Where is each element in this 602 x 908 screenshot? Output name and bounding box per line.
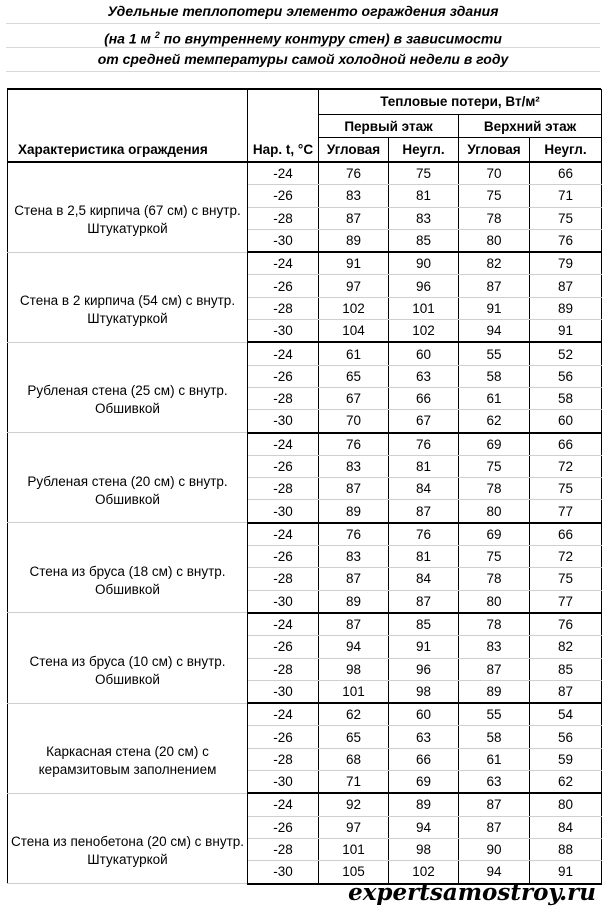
- first-floor-corner-cell: 65: [319, 365, 389, 387]
- top-floor-noncorner-cell: 75: [530, 207, 602, 229]
- outdoor-temp-cell: -30: [248, 680, 319, 703]
- first-floor-corner-cell: 83: [319, 546, 389, 568]
- wall-characteristic-cell: [8, 433, 248, 523]
- top-floor-corner-cell: 75: [459, 546, 530, 568]
- first-floor-corner-cell: 87: [319, 207, 389, 229]
- wall-characteristic-cell: [8, 252, 248, 342]
- top-floor-corner-cell: 80: [459, 500, 530, 523]
- outdoor-temp-cell: -28: [248, 478, 319, 500]
- outdoor-temp-cell: -26: [248, 546, 319, 568]
- top-floor-noncorner-cell: 87: [530, 275, 602, 297]
- outdoor-temp-cell: -24: [248, 342, 319, 365]
- top-floor-noncorner-cell: 84: [530, 816, 602, 838]
- title-line-2-start: (на 1 м: [104, 30, 155, 47]
- title-line-2: [6, 24, 600, 48]
- first-floor-corner-cell: 102: [319, 297, 389, 319]
- top-floor-noncorner-cell: 56: [530, 726, 602, 748]
- top-floor-corner-cell: 87: [459, 658, 530, 680]
- top-floor-noncorner-cell: 59: [530, 748, 602, 770]
- top-floor-noncorner-cell: 79: [530, 252, 602, 275]
- outdoor-temp-cell: -28: [248, 748, 319, 770]
- top-floor-corner-cell: 87: [459, 275, 530, 297]
- wall-characteristic-text: Стена из бруса (10 см) с внутр. Обшивкой: [29, 654, 226, 688]
- first-floor-noncorner-cell: 60: [389, 703, 459, 726]
- first-floor-corner-cell: 94: [319, 636, 389, 658]
- outdoor-temp-cell: -24: [248, 433, 319, 456]
- table-row: [8, 342, 602, 365]
- first-floor-corner-cell: 83: [319, 185, 389, 207]
- first-floor-corner-cell: 98: [319, 658, 389, 680]
- wall-characteristic-text: Стена в 2 кирпича (54 см) с внутр. Штукатуркой: [19, 293, 236, 327]
- table-body: [8, 162, 602, 884]
- top-floor-noncorner-cell: 85: [530, 658, 602, 680]
- outdoor-temp-cell: -26: [248, 726, 319, 748]
- top-floor-noncorner-cell: 62: [530, 771, 602, 794]
- top-floor-corner-cell: 58: [459, 726, 530, 748]
- outdoor-temp-cell: -24: [248, 793, 319, 816]
- first-floor-corner-cell: 91: [319, 252, 389, 275]
- outdoor-temp-cell: -30: [248, 229, 319, 252]
- top-floor-noncorner-cell: 52: [530, 342, 602, 365]
- first-floor-corner-cell: 89: [319, 500, 389, 523]
- first-floor-corner-cell: 83: [319, 455, 389, 477]
- first-floor-corner-cell: 70: [319, 410, 389, 433]
- outdoor-temp-cell: -30: [248, 590, 319, 613]
- first-floor-noncorner-cell: 89: [389, 793, 459, 816]
- wall-characteristic-cell: [8, 162, 248, 252]
- top-floor-noncorner-cell: 91: [530, 861, 602, 884]
- table-row: [8, 162, 602, 185]
- first-floor-corner-cell: 61: [319, 342, 389, 365]
- first-floor-corner-cell: 67: [319, 387, 389, 409]
- top-floor-corner-cell: 82: [459, 252, 530, 275]
- first-floor-noncorner-cell: 81: [389, 455, 459, 477]
- outdoor-temp-cell: -30: [248, 500, 319, 523]
- outdoor-temp-cell: -26: [248, 185, 319, 207]
- title-line-2-end: по внутреннему контуру стен) в зависимости: [159, 30, 502, 47]
- outdoor-temp-cell: -28: [248, 658, 319, 680]
- first-floor-noncorner-cell: 102: [389, 320, 459, 343]
- header-outdoor-temp: Нар. t, °С: [248, 89, 319, 162]
- first-floor-noncorner-cell: 87: [389, 590, 459, 613]
- top-floor-noncorner-cell: 91: [530, 320, 602, 343]
- first-floor-noncorner-cell: 66: [389, 387, 459, 409]
- first-floor-corner-cell: 92: [319, 793, 389, 816]
- top-floor-corner-cell: 94: [459, 861, 530, 884]
- first-floor-noncorner-cell: 63: [389, 365, 459, 387]
- first-floor-noncorner-cell: 85: [389, 229, 459, 252]
- first-floor-noncorner-cell: 81: [389, 185, 459, 207]
- header-first-corner: Угловая: [319, 138, 389, 163]
- wall-characteristic-text: Стена в 2,5 кирпича (67 см) с внутр. Штукатуркой: [14, 203, 241, 237]
- wall-characteristic-cell: [8, 342, 248, 432]
- outdoor-temp-cell: -24: [248, 162, 319, 185]
- top-floor-corner-cell: 80: [459, 590, 530, 613]
- top-floor-corner-cell: 90: [459, 838, 530, 860]
- first-floor-corner-cell: 87: [319, 568, 389, 590]
- wall-characteristic-cell: [8, 523, 248, 613]
- top-floor-noncorner-cell: 56: [530, 365, 602, 387]
- first-floor-noncorner-cell: 67: [389, 410, 459, 433]
- first-floor-corner-cell: 68: [319, 748, 389, 770]
- outdoor-temp-cell: -28: [248, 387, 319, 409]
- first-floor-corner-cell: 97: [319, 275, 389, 297]
- table-row: [8, 252, 602, 275]
- top-floor-noncorner-cell: 66: [530, 162, 602, 185]
- top-floor-corner-cell: 75: [459, 185, 530, 207]
- outdoor-temp-cell: -30: [248, 771, 319, 794]
- first-floor-corner-cell: 104: [319, 320, 389, 343]
- title-line-3: от средней температуры самой холодной недели в году: [6, 48, 600, 72]
- first-floor-noncorner-cell: 96: [389, 275, 459, 297]
- first-floor-noncorner-cell: 101: [389, 297, 459, 319]
- first-floor-noncorner-cell: 84: [389, 478, 459, 500]
- first-floor-corner-cell: 101: [319, 838, 389, 860]
- top-floor-noncorner-cell: 72: [530, 455, 602, 477]
- top-floor-noncorner-cell: 77: [530, 590, 602, 613]
- top-floor-corner-cell: 61: [459, 748, 530, 770]
- first-floor-noncorner-cell: 69: [389, 771, 459, 794]
- first-floor-noncorner-cell: 75: [389, 162, 459, 185]
- top-floor-corner-cell: 87: [459, 793, 530, 816]
- outdoor-temp-cell: -24: [248, 703, 319, 726]
- first-floor-corner-cell: 71: [319, 771, 389, 794]
- first-floor-corner-cell: 62: [319, 703, 389, 726]
- table-row: [8, 523, 602, 546]
- top-floor-corner-cell: 78: [459, 568, 530, 590]
- top-floor-corner-cell: 55: [459, 703, 530, 726]
- top-floor-corner-cell: 70: [459, 162, 530, 185]
- top-floor-noncorner-cell: 54: [530, 703, 602, 726]
- first-floor-corner-cell: 87: [319, 613, 389, 636]
- top-floor-noncorner-cell: 76: [530, 229, 602, 252]
- header-top-corner: Угловая: [459, 138, 530, 163]
- first-floor-noncorner-cell: 66: [389, 748, 459, 770]
- top-floor-noncorner-cell: 87: [530, 680, 602, 703]
- first-floor-noncorner-cell: 83: [389, 207, 459, 229]
- outdoor-temp-cell: -24: [248, 613, 319, 636]
- top-floor-corner-cell: 78: [459, 613, 530, 636]
- header-top-floor: Верхний этаж: [459, 115, 602, 138]
- header-first-noncorner: Неугл.: [389, 138, 459, 163]
- title-superscript: 2: [154, 30, 160, 40]
- first-floor-noncorner-cell: 94: [389, 816, 459, 838]
- first-floor-corner-cell: 89: [319, 590, 389, 613]
- outdoor-temp-cell: -26: [248, 365, 319, 387]
- top-floor-corner-cell: 87: [459, 816, 530, 838]
- first-floor-corner-cell: 105: [319, 861, 389, 884]
- outdoor-temp-cell: -28: [248, 568, 319, 590]
- document-title: [6, 0, 600, 72]
- top-floor-noncorner-cell: 75: [530, 478, 602, 500]
- top-floor-corner-cell: 78: [459, 207, 530, 229]
- wall-characteristic-text: Каркасная стена (20 см) с керамзитовым заполнением: [38, 744, 217, 778]
- outdoor-temp-cell: -24: [248, 523, 319, 546]
- wall-characteristic-text: Рубленая стена (25 см) с внутр. Обшивкой: [27, 383, 228, 417]
- outdoor-temp-cell: -26: [248, 275, 319, 297]
- top-floor-corner-cell: 63: [459, 771, 530, 794]
- top-floor-corner-cell: 61: [459, 387, 530, 409]
- first-floor-corner-cell: 101: [319, 680, 389, 703]
- top-floor-corner-cell: 58: [459, 365, 530, 387]
- outdoor-temp-cell: -30: [248, 320, 319, 343]
- first-floor-noncorner-cell: 76: [389, 523, 459, 546]
- header-first-floor: Первый этаж: [319, 115, 459, 138]
- first-floor-corner-cell: 97: [319, 816, 389, 838]
- first-floor-noncorner-cell: 96: [389, 658, 459, 680]
- outdoor-temp-cell: -30: [248, 410, 319, 433]
- top-floor-noncorner-cell: 80: [530, 793, 602, 816]
- header-top-noncorner: Неугл.: [530, 138, 602, 163]
- outdoor-temp-cell: -24: [248, 252, 319, 275]
- top-floor-corner-cell: 69: [459, 433, 530, 456]
- wall-characteristic-cell: [8, 613, 248, 703]
- header-characteristic: Характеристика ограждения: [8, 89, 248, 162]
- heat-loss-table: [7, 89, 602, 885]
- top-floor-corner-cell: 94: [459, 320, 530, 343]
- top-floor-noncorner-cell: 66: [530, 523, 602, 546]
- outdoor-temp-cell: -26: [248, 455, 319, 477]
- top-floor-noncorner-cell: 75: [530, 568, 602, 590]
- top-floor-corner-cell: 89: [459, 680, 530, 703]
- first-floor-noncorner-cell: 76: [389, 433, 459, 456]
- first-floor-noncorner-cell: 91: [389, 636, 459, 658]
- first-floor-corner-cell: 76: [319, 523, 389, 546]
- first-floor-noncorner-cell: 102: [389, 861, 459, 884]
- top-floor-noncorner-cell: 89: [530, 297, 602, 319]
- first-floor-corner-cell: 89: [319, 229, 389, 252]
- title-line-1: Удельные теплопотери элементо ограждения здания: [6, 0, 600, 24]
- first-floor-noncorner-cell: 81: [389, 546, 459, 568]
- first-floor-corner-cell: 65: [319, 726, 389, 748]
- top-floor-corner-cell: 83: [459, 636, 530, 658]
- top-floor-corner-cell: 91: [459, 297, 530, 319]
- top-floor-noncorner-cell: 58: [530, 387, 602, 409]
- outdoor-temp-cell: -28: [248, 297, 319, 319]
- wall-characteristic-cell: [8, 793, 248, 883]
- top-floor-noncorner-cell: 72: [530, 546, 602, 568]
- first-floor-corner-cell: 76: [319, 162, 389, 185]
- outdoor-temp-cell: -28: [248, 207, 319, 229]
- first-floor-noncorner-cell: 98: [389, 680, 459, 703]
- top-floor-noncorner-cell: 76: [530, 613, 602, 636]
- first-floor-noncorner-cell: 63: [389, 726, 459, 748]
- top-floor-noncorner-cell: 88: [530, 838, 602, 860]
- first-floor-noncorner-cell: 90: [389, 252, 459, 275]
- first-floor-noncorner-cell: 84: [389, 568, 459, 590]
- table-row: [8, 613, 602, 636]
- top-floor-noncorner-cell: 60: [530, 410, 602, 433]
- outdoor-temp-cell: -26: [248, 636, 319, 658]
- top-floor-noncorner-cell: 66: [530, 433, 602, 456]
- outdoor-temp-cell: -26: [248, 816, 319, 838]
- top-floor-corner-cell: 80: [459, 229, 530, 252]
- top-floor-noncorner-cell: 77: [530, 500, 602, 523]
- top-floor-corner-cell: 75: [459, 455, 530, 477]
- first-floor-noncorner-cell: 98: [389, 838, 459, 860]
- wall-characteristic-text: Стена из бруса (18 см) с внутр. Обшивкой: [29, 563, 226, 597]
- top-floor-corner-cell: 78: [459, 478, 530, 500]
- top-floor-corner-cell: 62: [459, 410, 530, 433]
- top-floor-corner-cell: 55: [459, 342, 530, 365]
- top-floor-noncorner-cell: 82: [530, 636, 602, 658]
- header-heat-loss: Тепловые потери, Вт/м²: [319, 89, 602, 115]
- outdoor-temp-cell: -28: [248, 838, 319, 860]
- top-floor-corner-cell: 69: [459, 523, 530, 546]
- wall-characteristic-text: Стена из пенобетона (20 см) с внутр. Штукатуркой: [10, 834, 245, 868]
- first-floor-noncorner-cell: 60: [389, 342, 459, 365]
- table-row: [8, 433, 602, 456]
- wall-characteristic-text: Рубленая стена (20 см) с внутр. Обшивкой: [27, 473, 228, 507]
- table-row: [8, 793, 602, 816]
- table-row: [8, 703, 602, 726]
- first-floor-corner-cell: 87: [319, 478, 389, 500]
- top-floor-noncorner-cell: 71: [530, 185, 602, 207]
- first-floor-noncorner-cell: 87: [389, 500, 459, 523]
- outdoor-temp-cell: -30: [248, 861, 319, 884]
- site-watermark: expertsamostroy.ru: [348, 879, 596, 906]
- first-floor-corner-cell: 76: [319, 433, 389, 456]
- first-floor-noncorner-cell: 85: [389, 613, 459, 636]
- wall-characteristic-cell: [8, 703, 248, 793]
